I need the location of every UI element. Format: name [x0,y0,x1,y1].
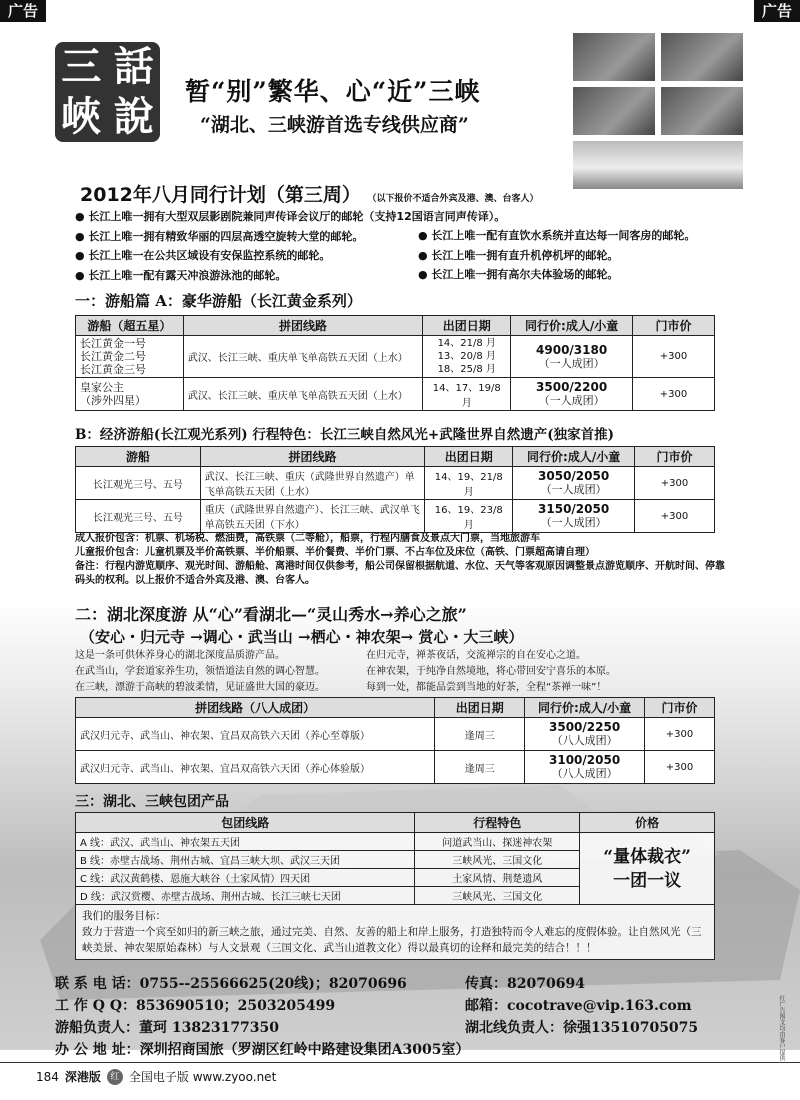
service-row [76,905,715,960]
price-note: （一人成团） [538,394,605,407]
qq-label: 工 作 Q Q： [55,998,137,1014]
note-line: 备注：行程内游览顺序、观光时间、游船舱、离港时间仅供参考，船公司保留根据航道、水位、天气等客观原因调整景点游览顺序、开航时间、停靠码头的权利。以上报价不适合外宾及港、澳、台客人。 [75,561,725,586]
feature-item: ● 长江上唯一拥有直升机停机坪的邮轮。 [418,248,619,262]
email-line [465,995,692,1015]
depart-date: 13、20/8 月 [437,351,496,362]
ad-label-left: 广告 [0,0,46,22]
price-note: （八人成团） [551,767,618,780]
col-header: 游船（超五星） [76,316,184,336]
feature-item: ● 长江上唯一配有露天冲浪游泳池的邮轮。 [75,268,287,282]
subheadline: “湖北、三峡游首选专线供应商” [200,114,469,136]
depart-date: 16、19、23/8 月 [425,500,513,533]
col-header: 价格 [580,813,715,833]
email-label: 邮箱： [465,998,507,1014]
intro-line: 这是一条可供休养身心的湖北深度品质游产品。 [75,650,285,661]
col-header: 拼团线路 [183,316,423,336]
market-price: +300 [635,467,715,500]
tour-feature: 土家风情、荆楚遗风 [415,869,580,887]
depart-date: 逢周三 [435,718,525,751]
website-link[interactable]: 全国电子版 www.zyoo.net [128,1070,277,1084]
price-line: “量体裁衣” [603,846,691,867]
luxury-cruise-table [75,315,715,411]
market-price: +300 [635,500,715,533]
col-header: 同行价:成人/小童 [511,316,633,336]
service-title: 我们的服务目标： [82,910,166,922]
feature-item: ● 长江上唯一在公共区域设有安保监控系统的邮轮。 [75,249,331,262]
page-number: 184 [36,1069,59,1084]
table-row [76,500,715,533]
ship-name: 皇家公主 [80,381,124,394]
ship-name: （涉外四星） [80,394,146,407]
intro-line: 在三峡，漂游于高峡的碧波柔情，见证盛世大国的豪迈。 [75,682,325,693]
cruise-contact-line [55,1017,279,1037]
package-tour-table [75,812,715,960]
ship-name: 长江黄金三号 [80,363,146,376]
hubei-contact-line [465,1017,698,1037]
price-notes [75,532,725,588]
col-header: 同行价:成人/小童 [525,698,645,718]
address: 深圳招商国旅（罗湖区红岭中路建设集团A3005室） [139,1042,470,1058]
col-header: 同行价:成人/小童 [513,447,635,467]
route: C 线：武汉黄鹤楼、恩施大峡谷（土家风情）四天团 [76,869,415,887]
cruise-photo [572,86,656,136]
fax-number: 82070694 [507,976,585,992]
phone-number: 0755--25566625(20线)；82070696 [139,976,407,992]
email-address: cocotrave@vip.163.com [507,998,692,1014]
address-line [55,1039,469,1059]
price-line: 一团一议 [613,870,682,891]
price: 3100/2050 [549,753,621,767]
feature-item: ● 长江上唯一拥有大型双层影剧院兼同声传译会议厅的邮轮（支持12国语言同声传译）。 [75,210,506,223]
edition: 深港版 [64,1070,101,1084]
route: D 线：武汉赏樱、赤壁古战场、荆州古城、长江三峡七天团 [76,887,415,905]
route: 武汉、长江三峡、重庆单飞单高铁五天团（上水） [183,378,423,411]
logo-char: 峽 [61,93,102,140]
intro-line: 每到一处，都能品尝到当地的好茶，全程“茶禅一味”！ [366,682,607,693]
red-badge-icon: 红 [107,1069,123,1085]
feature-item: ● 长江上唯一拥有高尔夫体验场的邮轮。 [418,268,619,281]
tour-feature: 三峡风光、三国文化 [415,851,580,869]
fax-line [465,973,585,993]
depart-date: 18、25/8 月 [437,364,496,375]
price: 3150/2050 [538,502,610,516]
route: 武汉归元寺、武当山、神农架、宜昌双高铁六天团（养心至尊版） [76,718,435,751]
col-header: 出团日期 [435,698,525,718]
price: 3500/2250 [549,720,621,734]
side-disclaimer: 红广告图文均由客户提供 [778,995,785,1061]
qq-number: 853690510；2503205499 [136,998,336,1014]
plan-title-text: 2012年八月同行计划（第三周） [80,184,361,206]
hubei-contact: 徐强13510705075 [563,1020,699,1036]
col-header: 行程特色 [415,813,580,833]
cruise-photo [660,32,744,82]
note-line: 儿童报价包含：儿童机票及半价高铁票、半价船票、半价餐费、半价门票、不占车位及床位（高铁、门票超高请自理） [75,547,595,558]
section2-subtitle: （安心・归元寺 →调心・武当山 →栖心・神农架→ 赏心・大三峡） [80,628,524,646]
depart-date: 14、21/8 月 [437,338,496,349]
col-header: 门市价 [645,698,715,718]
phone-line [55,973,407,993]
route: 武汉、长江三峡、重庆单飞单高铁五天团（上水） [183,336,423,378]
section2-title: 二：湖北深度游 从“心”看湖北—“灵山秀水→养心之旅” [75,605,467,624]
ad-label-right: 广告 [754,0,800,22]
depart-date: 14、17、19/8 月 [423,378,511,411]
section3-title: 三：湖北、三峡包团产品 [75,794,229,810]
hubei-contact-label: 湖北线负责人： [465,1020,563,1036]
phone-label: 联 系 电 话： [55,976,140,992]
price-note: （一人成团） [540,516,607,529]
footer [36,1068,276,1085]
route: A 线：武汉、武当山、神农架五天团 [76,833,415,851]
intro-line: 在武当山，学套道家养生功，领悟道法自然的调心智慧。 [75,666,325,677]
col-header: 包团线路 [76,813,415,833]
col-header: 游船 [76,447,201,467]
col-header: 出团日期 [423,316,511,336]
table-header-row [76,447,715,467]
logo-char: 三 [61,43,102,90]
market-price: +300 [633,378,715,411]
route: B 线：赤壁古战场、荆州古城、宜昌三峡大坝、武汉三天团 [76,851,415,869]
feature-item: ● 长江上唯一配有直饮水系统并直达每一间客房的邮轮。 [418,229,696,242]
depart-date: 逢周三 [435,751,525,784]
table-row [76,378,715,411]
cruise-contact: 董珂 13823177350 [139,1020,280,1036]
col-header: 门市价 [635,447,715,467]
route: 武汉归元寺、武当山、神农架、宜昌双高铁六天团（养心体验版） [76,751,435,784]
tour-feature: 三峡风光、三国文化 [415,887,580,905]
economy-cruise-table [75,446,715,533]
intro-line: 在归元寺，禅茶夜话，交流禅宗的自在安心之道。 [366,650,586,661]
tour-feature: 问道武当山、探迷神农架 [415,833,580,851]
cruise-photo [660,86,744,136]
plan-title [80,180,539,207]
table-header-row [76,813,715,833]
feature-item: ● 长江上唯一拥有精致华丽的四层高透空旋转大堂的邮轮。 [75,229,364,243]
table-row [76,336,715,378]
price: 3500/2200 [536,380,608,394]
logo-char: 話 [113,43,154,90]
plan-note: （以下报价不适合外宾及港、澳、台客人） [367,194,539,204]
logo-char: 說 [113,93,154,140]
col-header: 拼团线路（八人成团） [76,698,435,718]
table-row [76,833,715,851]
route: 武汉、长江三峡、重庆（武隆世界自然遗产）单飞单高铁五天团（上水） [200,467,425,500]
price: 4900/3180 [536,342,608,357]
feature-list-right [418,226,695,285]
market-price: +300 [633,336,715,378]
intro-left [75,648,325,696]
fax-label: 传真： [465,976,507,992]
price: 3050/2050 [538,469,610,483]
logo [55,42,160,142]
cruise-contact-label: 游船负责人： [55,1020,139,1036]
ship-name: 长江观光三号、五号 [76,467,201,500]
price-note: （一人成团） [538,356,605,370]
price-note: （一人成团） [540,483,607,496]
market-price: +300 [645,751,715,784]
ship-name: 长江黄金一号 [80,337,146,350]
section1-title: 一：游船篇 A：豪华游船（长江黄金系列） [75,292,362,310]
table-row [76,751,715,784]
market-price: +300 [645,718,715,751]
section1b-title: B：经济游船(长江观光系列) 行程特色：长江三峡自然风光+武隆世界自然遗产(独家首推) [75,427,614,443]
address-label: 办 公 地 址： [55,1042,140,1058]
cruise-photo [572,32,656,82]
ship-photo [572,140,744,190]
intro-right [366,648,616,696]
table-header-row [76,698,715,718]
qq-line [55,995,335,1015]
col-header: 出团日期 [425,447,513,467]
ship-name: 长江观光三号、五号 [76,500,201,533]
intro-line: 在神农架，于纯净自然境地，将心带回安宁喜乐的本原。 [366,666,616,677]
depart-date: 14、19、21/8 月 [425,467,513,500]
headline: 暂“别”繁华、心“近”三峡 [185,77,481,106]
service-text: 致力于营造一个宾至如归的新三峡之旅，通过完美、自然、友善的船上和岸上服务，打造独特而令人难忘的度假体验。让自然风光（三峡美景、神农架原始森林）与人文景观（三国文化、武当山道教文化）得以最真切的诠释和最完美的结合！！！ [82,926,702,954]
table-row [76,718,715,751]
hubei-tour-table [75,697,715,784]
route: 重庆（武隆世界自然遗产）、长江三峡、武汉单飞单高铁五天团（下水） [200,500,425,533]
col-header: 拼团线路 [200,447,425,467]
table-row [76,467,715,500]
table-header-row [76,316,715,336]
ship-name: 长江黄金二号 [80,350,146,363]
col-header: 门市价 [633,316,715,336]
price-note: （八人成团） [551,734,618,747]
note-line: 成人报价包含：机票、机场税、燃油费，高铁票（二等舱），船票，行程内膳食及景点大门票，当地旅游车 [75,533,540,544]
